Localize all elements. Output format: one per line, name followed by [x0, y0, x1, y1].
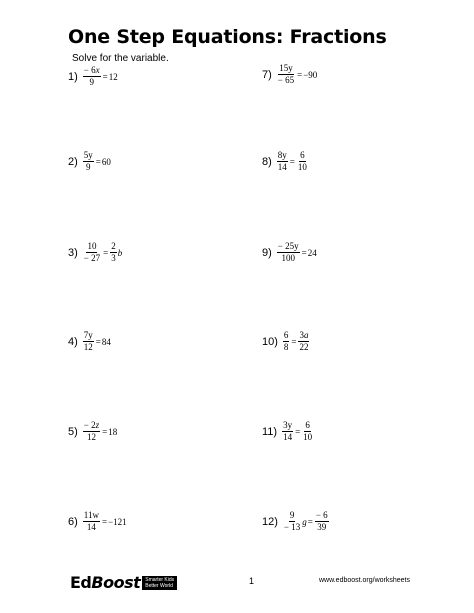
numerator: − 6: [315, 511, 329, 522]
worksheet-title: One Step Equations: Fractions: [68, 26, 387, 48]
fraction: [83, 331, 94, 353]
denominator: 12: [86, 432, 96, 443]
equals-sign: =: [102, 71, 108, 82]
problem-number: 12): [262, 515, 278, 528]
problem-10: [262, 331, 310, 353]
fraction: [83, 242, 101, 264]
numerator: − 25y: [277, 242, 300, 253]
numerator: 6: [283, 331, 290, 342]
right-hand-side: 24: [307, 247, 317, 258]
fraction: [83, 66, 101, 88]
fraction: [283, 511, 301, 533]
equals-sign: =: [101, 516, 108, 527]
numerator: 2: [110, 242, 117, 253]
problem-11: [262, 421, 314, 443]
denominator: − 13: [283, 522, 301, 533]
numerator: 7y: [83, 331, 94, 342]
right-hand-side: 12: [108, 71, 118, 82]
denominator: 3: [111, 253, 116, 264]
numerator: − 2: [83, 420, 96, 430]
problem-9: [262, 242, 317, 264]
problem-1: [68, 66, 118, 88]
edboost-logo: [70, 573, 177, 592]
equals-sign: =: [301, 247, 307, 258]
logo-tagline: [142, 576, 177, 590]
problem-number: 9): [262, 246, 272, 259]
numerator: 11w: [83, 511, 100, 522]
fraction: [298, 331, 309, 353]
problem-6: [68, 511, 127, 533]
variable: g: [302, 516, 307, 527]
denominator: 100: [281, 253, 295, 264]
numerator: 6: [299, 151, 306, 162]
variable: z: [95, 420, 100, 430]
problem-number: 7): [262, 68, 272, 81]
problem-number: 6): [68, 515, 78, 528]
worksheet-instructions: Solve for the variable.: [72, 53, 169, 64]
problem-number: 1): [68, 70, 78, 83]
equals-sign: =: [102, 426, 108, 437]
numerator: 15y: [278, 64, 294, 75]
variable: a: [303, 330, 309, 340]
problem-3: [68, 242, 122, 264]
denominator: 8: [283, 342, 289, 353]
equals-sign: =: [295, 426, 301, 437]
problem-number: 10): [262, 335, 278, 348]
denominator: 14: [283, 432, 293, 443]
denominator: 22: [299, 342, 309, 353]
fraction: [277, 242, 300, 264]
logo-tagline-line-2: Better World: [145, 582, 173, 589]
equals-sign: =: [95, 336, 101, 347]
fraction: [282, 421, 293, 443]
page-number: 1: [249, 576, 255, 586]
denominator: 10: [303, 432, 313, 443]
problem-number: 8): [262, 155, 272, 168]
numerator: 8y: [277, 151, 288, 162]
denominator: 10: [297, 162, 307, 173]
numerator: 5y: [83, 151, 94, 162]
website-url: www.edboost.org/worksheets: [318, 577, 410, 584]
problem-number: 4): [68, 335, 78, 348]
denominator: 14: [86, 522, 96, 533]
equals-sign: =: [289, 156, 295, 167]
right-hand-side: 60: [101, 156, 111, 167]
problem-number: 2): [68, 155, 78, 168]
problem-8: [262, 151, 309, 173]
right-hand-side: −90: [303, 69, 318, 80]
denominator: 14: [277, 162, 287, 173]
fraction: [83, 151, 94, 173]
variable: b: [117, 247, 123, 258]
fraction: [277, 151, 288, 173]
denominator: 39: [317, 522, 327, 533]
fraction: [110, 242, 117, 264]
problem-7: [262, 64, 317, 86]
denominator: 9: [86, 162, 91, 173]
problem-number: 5): [68, 425, 78, 438]
fraction: [297, 151, 308, 173]
denominator: − 27: [83, 253, 101, 264]
problem-5: [68, 421, 117, 443]
logo-ed-text: Ed: [70, 573, 92, 592]
right-hand-side: 84: [101, 336, 111, 347]
numerator: 9: [289, 511, 296, 522]
right-hand-side: 18: [108, 426, 118, 437]
fraction: [315, 511, 329, 533]
fraction: [277, 64, 295, 86]
problem-number: 3): [68, 246, 78, 259]
fraction: [302, 421, 313, 443]
fraction: [83, 421, 100, 443]
variable: x: [95, 65, 100, 75]
denominator: 12: [83, 342, 93, 353]
problem-12: [262, 511, 330, 533]
fraction: [83, 511, 100, 533]
right-hand-side: −121: [108, 516, 127, 527]
problem-number: 11): [262, 425, 278, 438]
numerator: 6: [304, 421, 311, 432]
equals-sign: =: [291, 336, 297, 347]
problem-2: [68, 151, 111, 173]
logo-boost-text: Boost: [91, 573, 141, 592]
denominator: − 65: [277, 75, 295, 86]
numerator: 10: [86, 242, 97, 253]
logo-tagline-line-1: Smarter Kids: [145, 576, 175, 583]
equals-sign: =: [297, 69, 303, 80]
equals-sign: =: [307, 516, 313, 527]
numerator: 3y: [282, 421, 293, 432]
equals-sign: =: [95, 156, 101, 167]
numerator: 3: [299, 330, 304, 340]
problem-4: [68, 331, 111, 353]
fraction: [283, 331, 290, 353]
page-footer: [0, 570, 474, 600]
equals-sign: =: [103, 247, 109, 258]
denominator: 9: [89, 77, 94, 88]
numerator: − 6: [83, 65, 96, 75]
